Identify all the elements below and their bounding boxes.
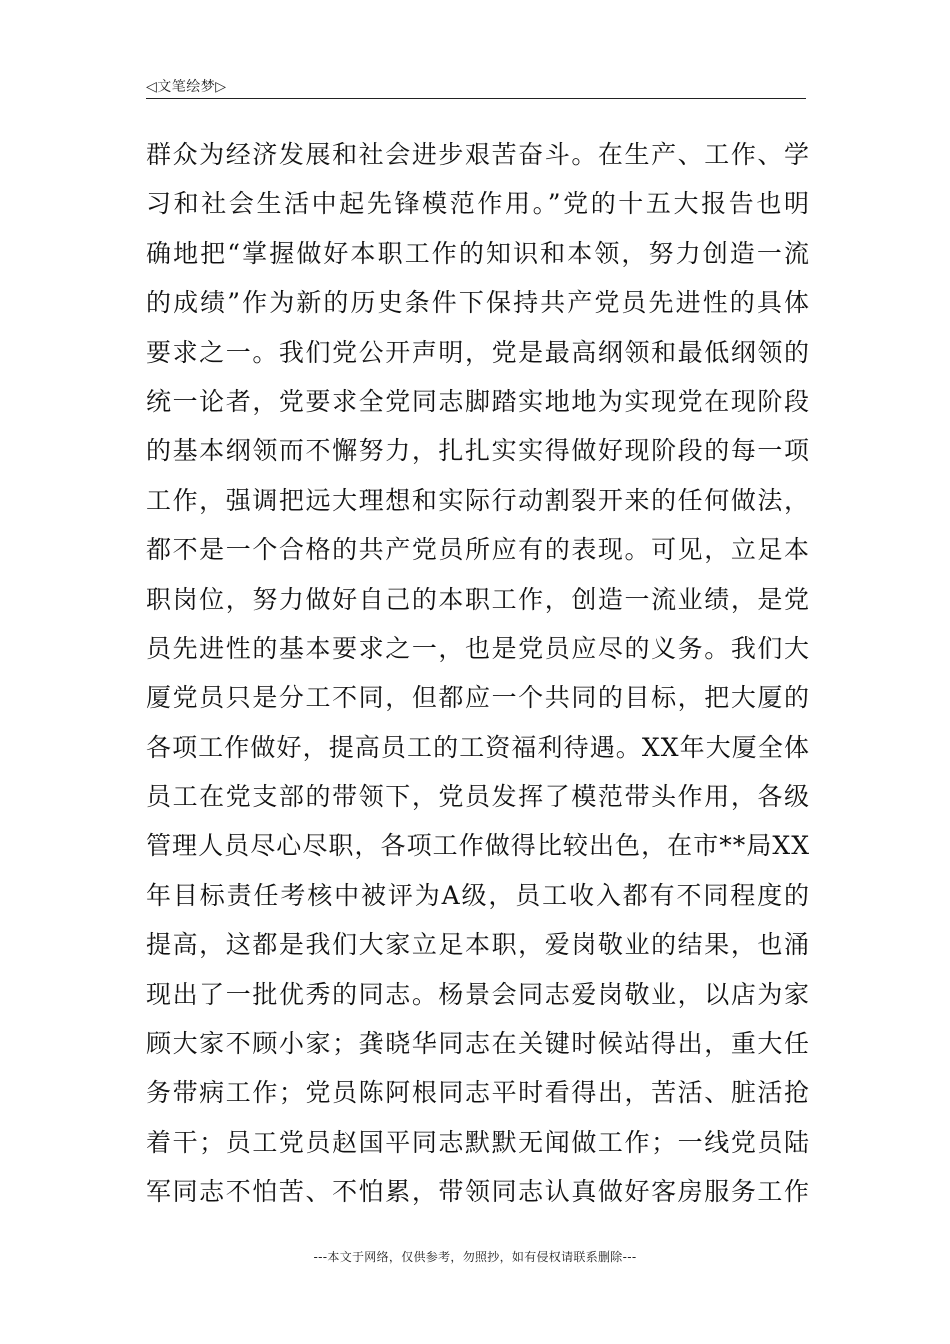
body-line: 确地把“掌握做好本职工作的知识和本领，努力创造一流 [146,238,810,268]
body-line: 提高，这都是我们大家立足本职，爱岗敬业的结果，也涌 [146,930,810,960]
body-line: 都不是一个合格的共产党员所应有的表现。可见，立足本 [146,535,810,565]
body-line: 习和社会生活中起先锋模范作用。”党的十五大报告也明 [146,189,810,219]
body-line: 顾大家不顾小家；龚晓华同志在关键时候站得出，重大任 [146,1029,810,1059]
body-line: 要求之一。我们党公开声明，党是最高纲领和最低纲领的 [146,337,810,367]
body-line: 管理人员尽心尽职，各项工作做得比较出色，在市**局XX [146,831,810,861]
header-title: ◁文笔绘梦▷ [146,79,227,95]
body-line: 厦党员只是分工不同，但都应一个共同的目标，把大厦的 [146,683,810,713]
page-footer: ---本文于网络，仅供参考，勿照抄，如有侵权请联系删除--- [313,1250,637,1264]
body-line: 群众为经济发展和社会进步艰苦奋斗。在生产、工作、学 [146,140,810,169]
document-body [146,130,810,1217]
body-line: 员工在党支部的带领下，党员发挥了模范带头作用，各级 [146,782,810,812]
body-line: 务带病工作；党员陈阿根同志平时看得出，苦活、脏活抢 [146,1078,810,1108]
body-line: 工作，强调把远大理想和实际行动割裂开来的任何做法， [146,485,810,515]
body-line: 军同志不怕苦、不怕累，带领同志认真做好客房服务工作 [146,1177,810,1207]
body-line: 现出了一批优秀的同志。杨景会同志爱岗敬业，以店为家 [146,979,810,1009]
body-line: 员先进性的基本要求之一，也是党员应尽的义务。我们大 [146,633,810,663]
body-line: 年目标责任考核中被评为A级，员工收入都有不同程度的 [146,880,810,910]
body-line: 的基本纲领而不懈努力，扎扎实实得做好现阶段的每一项 [146,436,810,466]
body-line: 着干；员工党员赵国平同志默默无闻做工作；一线党员陆 [146,1127,810,1157]
body-line: 各项工作做好，提高员工的工资福利待遇。XX年大厦全体 [146,732,810,762]
body-line: 统一论者，党要求全党同志脚踏实地地为实现党在现阶段 [146,386,810,416]
body-line: 职岗位，努力做好自己的本职工作，创造一流业绩，是党 [146,584,810,614]
page-header [146,74,806,99]
body-line: 的成绩”作为新的历史条件下保持共产党员先进性的具体 [146,288,810,318]
